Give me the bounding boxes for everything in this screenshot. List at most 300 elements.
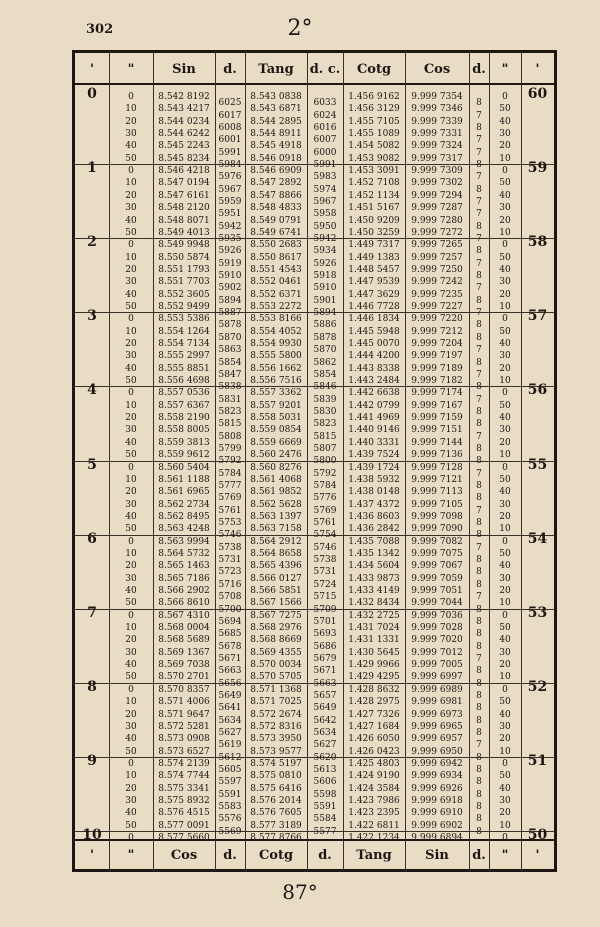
difference-right-cell: 8 [476,579,482,590]
tang-cell: 8.553 2272 [250,301,302,312]
difference-right-cell: 8 [476,419,482,430]
difference-right-cell: 7 [476,369,482,380]
common-difference-cell: 5800 [313,456,337,467]
cotg-cell: 1.424 9190 [348,771,400,782]
second-right-cell: 40 [499,487,511,498]
second-cell: 30 [125,573,137,584]
common-difference-cell: 5613 [313,765,337,776]
cos-cell: 9.999 6934 [411,771,463,782]
table-header [75,55,554,85]
cotg-cell: 1.435 7088 [348,536,400,547]
second-right-cell: 20 [499,586,511,596]
minute-cell: 10 [82,827,102,843]
second-right-cell: 0 [502,833,508,843]
second-cell: 30 [125,277,137,288]
common-difference-cell: 6016 [313,122,337,133]
tang-cell: 8.549 6741 [250,227,302,238]
cotg-cell: 1.442 0799 [348,400,400,411]
tang-cell: 8.556 1662 [250,363,302,374]
difference-right-cell: 7 [476,258,482,269]
difference-cell: 5919 [218,258,242,269]
second-cell: 0 [128,536,134,547]
difference-row [75,729,554,738]
cos-cell: 9.999 7036 [411,610,463,621]
second-right-cell: 0 [502,240,508,251]
cotg-cell: 1.455 1089 [348,129,400,140]
second-cell: 40 [125,215,137,226]
difference-row [75,124,554,133]
difference-right-cell: 8 [476,752,482,763]
tang-cell: 8.543 6871 [250,104,302,115]
cotg-cell: 1.439 1724 [348,462,400,473]
difference-right-cell: 7 [476,468,482,479]
cos-cell: 9.999 7317 [411,153,463,164]
cos-cell: 9.999 6926 [411,783,463,794]
cotg-cell: 1.446 1834 [348,314,400,325]
difference-right-cell: 7 [476,592,482,603]
cotg-cell: 1.449 7317 [348,240,400,251]
difference-right-cell: 7 [476,135,482,146]
minute-right-cell: 55 [527,456,548,473]
cotg-cell: 1.438 5932 [348,474,400,485]
difference-cell: 5894 [218,295,242,306]
tang-cell: 8.569 4355 [250,647,302,658]
tang-cell: 8.568 8669 [250,635,302,646]
difference-cell: 5847 [218,369,242,380]
cotg-cell: 1.455 7105 [348,116,400,127]
tang-cell: 8.563 1397 [250,511,302,522]
second-right-cell: 50 [499,178,511,189]
minute-right-cell: 53 [527,604,548,621]
cotg-cell: 1.456 9162 [348,92,400,102]
difference-right-cell: 7 [476,172,482,183]
difference-right-cell: 8 [476,777,482,788]
difference-cell: 5777 [218,481,242,492]
difference-row [75,260,554,269]
difference-cell: 5716 [218,579,242,590]
difference-row [75,284,554,293]
cos-cell: 9.999 7280 [411,215,463,226]
header-cos: Cos [423,61,451,77]
cotg-cell: 1.436 2842 [348,524,400,535]
second-right-cell: 50 [499,623,511,634]
sin-cell: 8.548 8071 [158,215,210,226]
common-difference-cell: 5649 [313,703,337,714]
cos-cell: 9.999 7354 [411,92,463,102]
sin-cell: 8.544 0234 [158,116,210,127]
difference-row [75,494,554,503]
difference-cell: 5902 [218,283,242,294]
sin-cell: 8.543 4217 [158,104,210,115]
difference-row [75,186,554,195]
difference-right-cell: 7 [476,653,482,664]
minute-right-cell: 60 [527,86,548,102]
common-difference-cell: 5807 [313,443,337,454]
cos-cell: 9.999 7294 [411,190,463,201]
difference-right-cell: 8 [476,641,482,652]
difference-row [75,420,554,429]
difference-cell: 5656 [218,678,242,689]
cos-cell: 9.999 7309 [411,166,463,177]
common-difference-cell: 6033 [313,98,337,109]
cotg-cell: 1.445 5948 [348,326,400,337]
minute-cell: 7 [87,604,97,621]
column-rule [343,53,344,869]
tang-cell: 8.577 8766 [250,833,302,843]
cotg-cell: 1.452 1134 [348,190,400,201]
difference-cell: 5753 [218,518,242,529]
header-sin: Sin [172,61,196,77]
footer-minutes: ' [90,847,94,863]
difference-cell: 6025 [218,98,242,109]
second-cell: 30 [125,425,137,436]
common-difference-cell: 6024 [313,110,337,121]
cos-cell: 9.999 7059 [411,573,463,584]
second-cell: 10 [125,400,137,411]
sin-cell: 8.555 2997 [158,351,210,362]
second-cell: 10 [125,326,137,337]
common-difference-cell: 5967 [313,196,337,207]
common-difference-cell: 5830 [313,406,337,417]
sin-cell: 8.556 4698 [158,376,210,387]
second-right-cell: 10 [499,598,511,609]
difference-right-cell: 8 [476,295,482,306]
difference-cell: 6008 [218,122,242,133]
tang-cell: 8.570 0034 [250,660,302,671]
common-difference-cell: 5901 [313,295,337,306]
cos-cell: 9.999 7189 [411,363,463,374]
common-difference-cell: 5784 [313,481,337,492]
sin-cell: 8.562 8495 [158,511,210,522]
cotg-cell: 1.437 4372 [348,499,400,510]
minute-right-cell: 57 [527,308,548,325]
difference-right-cell: 7 [476,196,482,207]
common-difference-cell: 5715 [313,592,337,603]
sin-cell: 8.577 5660 [158,833,210,843]
sin-cell: 8.570 2701 [158,672,210,683]
difference-right-cell: 7 [476,431,482,442]
cos-cell: 9.999 7331 [411,129,463,140]
sin-cell: 8.550 5874 [158,252,210,263]
sin-cell: 8.571 9647 [158,709,210,720]
second-cell: 50 [125,227,137,238]
difference-cell: 5649 [218,690,242,701]
second-right-cell: 10 [499,450,511,461]
column-rule [405,53,406,869]
second-right-cell: 30 [499,573,511,584]
cotg-cell: 1.424 3584 [348,783,400,794]
common-difference-cell: 5620 [313,752,337,763]
difference-row [75,235,554,244]
cotg-cell: 1.447 9539 [348,277,400,288]
second-cell: 50 [125,746,137,757]
second-right-cell: 20 [499,437,511,448]
common-difference-cell: 5671 [313,666,337,677]
difference-cell: 5838 [218,382,242,393]
sin-cell: 8.577 0091 [158,820,210,831]
common-difference-cell: 5634 [313,728,337,739]
difference-cell: 5878 [218,320,242,331]
second-cell: 50 [125,153,137,164]
tang-cell: 8.551 4543 [250,264,302,275]
second-cell: 50 [125,524,137,535]
difference-row [75,803,554,812]
difference-row [75,581,554,590]
minute-cell: 6 [87,530,97,547]
sin-cell: 8.562 2734 [158,499,210,510]
difference-right-cell: 8 [476,357,482,368]
second-cell: 50 [125,672,137,683]
cos-cell: 9.999 7028 [411,623,463,634]
sin-cell: 8.574 2139 [158,758,210,769]
cotg-cell: 1.444 4200 [348,351,400,362]
difference-cell: 5984 [218,159,242,170]
footer-sin: Sin [425,847,449,863]
common-difference-cell: 5584 [313,814,337,825]
second-right-cell: 10 [499,820,511,831]
cos-cell: 9.999 7098 [411,511,463,522]
second-right-cell: 50 [499,400,511,411]
tang-cell: 8.547 8866 [250,190,302,201]
difference-right-cell: 7 [476,283,482,294]
tang-cell: 8.546 6909 [250,166,302,177]
difference-right-cell: 8 [476,690,482,701]
common-difference-cell: 5738 [313,555,337,566]
difference-row [75,309,554,318]
difference-right-cell: 8 [476,802,482,813]
cotg-cell: 1.448 5457 [348,264,400,275]
cos-cell: 9.999 6997 [411,672,463,683]
second-cell: 0 [128,92,134,102]
difference-cell: 5731 [218,555,242,566]
second-right-cell: 40 [499,413,511,424]
difference-cell: 6001 [218,135,242,146]
difference-right-cell: 8 [476,678,482,689]
second-right-cell: 50 [499,771,511,782]
second-cell: 10 [125,771,137,782]
cotg-cell: 1.438 0148 [348,487,400,498]
second-right-cell: 30 [499,795,511,806]
header-tang: Tang [258,61,294,77]
sin-cell: 8.555 8851 [158,363,210,374]
sin-cell: 8.558 8005 [158,425,210,436]
common-difference-cell: 5577 [313,826,337,837]
tang-cell: 8.553 8166 [250,314,302,325]
cotg-cell: 1.440 9146 [348,425,400,436]
tang-cell: 8.548 4833 [250,203,302,214]
common-difference-cell: 5934 [313,246,337,257]
difference-right-cell: 8 [476,814,482,825]
difference-row [75,445,554,454]
minute-right-cell: 50 [527,827,548,843]
difference-cell: 5634 [218,715,242,726]
second-right-cell: 10 [499,153,511,164]
tang-cell: 8.572 8316 [250,721,302,732]
sin-cell: 8.552 3605 [158,289,210,300]
second-right-cell: 0 [502,388,508,399]
difference-cell: 5597 [218,777,242,788]
difference-right-cell: 8 [476,122,482,133]
difference-cell: 5784 [218,468,242,479]
header-seconds: " [127,61,135,77]
common-difference-cell: 5870 [313,345,337,356]
second-cell: 30 [125,721,137,732]
second-cell: 40 [125,660,137,671]
cos-cell: 9.999 6950 [411,746,463,757]
common-difference-cell: 5823 [313,419,337,430]
tang-cell: 8.571 1368 [250,684,302,695]
difference-right-cell: 8 [476,184,482,195]
sin-cell: 8.559 3813 [158,437,210,448]
difference-right-cell: 7 [476,209,482,220]
difference-row [75,618,554,627]
second-cell: 10 [125,697,137,708]
common-difference-cell: 5693 [313,629,337,640]
common-difference-cell: 5709 [313,604,337,615]
column-rule [215,53,216,869]
cos-cell: 9.999 7012 [411,647,463,658]
cotg-cell: 1.422 6811 [348,820,400,831]
cos-cell: 9.999 7324 [411,141,463,152]
difference-cell: 5976 [218,172,242,183]
second-right-cell: 50 [499,697,511,708]
cotg-cell: 1.450 3259 [348,227,400,238]
sin-cell: 8.570 8357 [158,684,210,695]
difference-row [75,766,554,775]
second-cell: 50 [125,820,137,831]
tang-cell: 8.562 5628 [250,499,302,510]
common-difference-cell: 5991 [313,159,337,170]
sin-cell: 8.574 7744 [158,771,210,782]
common-difference-cell: 5598 [313,789,337,800]
tang-cell: 8.552 0461 [250,277,302,288]
second-cell: 20 [125,487,137,498]
sin-cell: 8.548 2120 [158,203,210,214]
difference-cell: 5808 [218,431,242,442]
cotg-cell: 1.443 2484 [348,376,400,387]
common-difference-cell: 5974 [313,184,337,195]
second-right-cell: 10 [499,746,511,757]
difference-right-cell: 8 [476,715,482,726]
tang-cell: 8.567 1566 [250,598,302,609]
difference-row [75,507,554,516]
cotg-cell: 1.449 1383 [348,252,400,263]
cos-cell: 9.999 6942 [411,758,463,769]
difference-cell: 5951 [218,209,242,220]
header-d: d. [223,61,237,77]
difference-right-cell: 8 [476,443,482,454]
common-difference-cell: 6007 [313,135,337,146]
difference-row [75,778,554,787]
difference-cell: 5738 [218,542,242,553]
difference-right-cell: 8 [476,629,482,640]
difference-right-cell: 7 [476,234,482,245]
difference-cell: 5991 [218,147,242,158]
tang-cell: 8.573 3950 [250,734,302,745]
difference-right-cell: 8 [476,666,482,677]
difference-cell: 5910 [218,271,242,282]
common-difference-cell: 5761 [313,518,337,529]
cos-cell: 9.999 7174 [411,388,463,399]
difference-right-cell: 8 [476,221,482,232]
tang-cell: 8.574 5197 [250,758,302,769]
header-dc: d. c. [309,61,341,77]
cotg-cell: 1.425 4803 [348,758,400,769]
sin-cell: 8.563 9994 [158,536,210,547]
cos-cell: 9.999 7082 [411,536,463,547]
second-right-cell: 0 [502,758,508,769]
difference-row [75,815,554,824]
common-difference-cell: 5846 [313,382,337,393]
common-difference-cell: 5926 [313,258,337,269]
second-cell: 30 [125,647,137,658]
common-difference-cell: 5591 [313,802,337,813]
footer-cos: Cos [170,847,198,863]
tang-cell: 8.567 7275 [250,610,302,621]
second-right-cell: 40 [499,709,511,720]
tang-cell: 8.544 8911 [250,129,302,140]
sin-cell: 8.549 9948 [158,240,210,251]
difference-right-cell: 7 [476,542,482,553]
difference-row [75,470,554,479]
difference-right-cell: 7 [476,394,482,405]
cotg-cell: 1.432 8434 [348,598,400,609]
second-cell: 50 [125,376,137,387]
column-rule [521,53,522,869]
second-right-cell: 50 [499,252,511,263]
second-cell: 0 [128,833,134,843]
difference-cell: 5671 [218,653,242,664]
cos-cell: 9.999 6981 [411,697,463,708]
second-cell: 10 [125,548,137,559]
common-difference-cell: 5839 [313,394,337,405]
second-right-cell: 30 [499,499,511,510]
minute-cell: 8 [87,678,97,695]
cotg-cell: 1.429 9966 [348,660,400,671]
cos-cell: 9.999 7242 [411,277,463,288]
difference-cell: 5694 [218,616,242,627]
sin-cell: 8.545 2243 [158,141,210,152]
sin-cell: 8.565 1463 [158,561,210,572]
difference-cell: 5823 [218,406,242,417]
difference-right-cell: 8 [476,246,482,257]
difference-row [75,606,554,615]
difference-cell: 5967 [218,184,242,195]
difference-cell: 5569 [218,826,242,837]
sin-cell: 8.571 4006 [158,697,210,708]
sin-cell: 8.575 3341 [158,783,210,794]
sin-cell: 8.568 5689 [158,635,210,646]
tang-cell: 8.554 9930 [250,339,302,349]
common-difference-cell: 5854 [313,369,337,380]
difference-cell: 5799 [218,443,242,454]
tang-cell: 8.563 7158 [250,524,302,535]
common-difference-cell: 5950 [313,221,337,232]
difference-right-cell: 8 [476,555,482,566]
cotg-cell: 1.427 7326 [348,709,400,720]
second-right-cell: 20 [499,808,511,819]
header-cotg: Cotg [356,61,392,77]
cotg-cell: 1.442 6638 [348,388,400,399]
tang-cell: 8.564 8658 [250,548,302,559]
common-difference-cell: 5815 [313,431,337,442]
difference-cell: 5678 [218,641,242,652]
column-rule [469,53,470,869]
second-cell: 0 [128,240,134,251]
second-cell: 50 [125,450,137,461]
footer-seconds-right: " [501,847,509,863]
difference-right-cell: 8 [476,518,482,529]
